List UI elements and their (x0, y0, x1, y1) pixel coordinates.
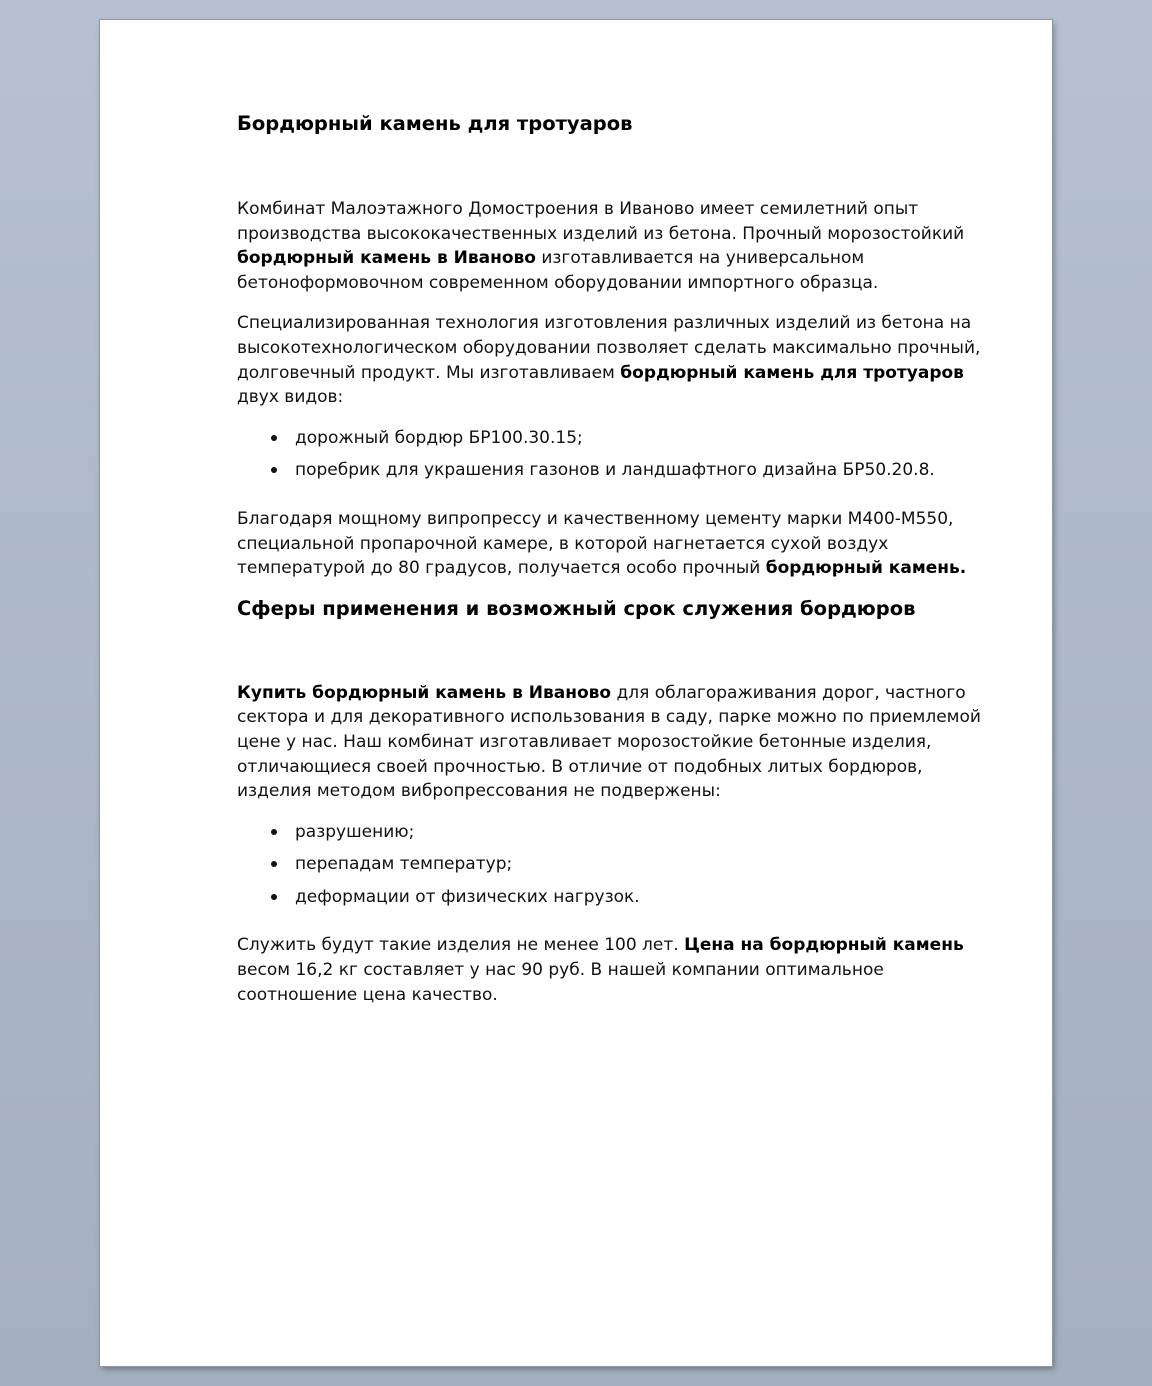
bullet-icon (271, 829, 277, 835)
paragraph-text: весом 16,2 кг составляет у нас 90 руб. В нашей компании оптимальное соотношение цена качество. (237, 960, 884, 1005)
paragraph-buy (237, 681, 997, 804)
section-heading: Сферы применения и возможный срок служения бордюров (237, 596, 916, 620)
bold-phrase: Купить бордюрный камень в Иваново (237, 682, 612, 703)
list-item-text: деформации от физических нагрузок. (295, 886, 640, 907)
bold-phrase: Цена на бордюрный камень (684, 935, 964, 956)
list-item-text: разрушению; (295, 821, 415, 842)
list-item-text: дорожный бордюр БР100.30.15; (295, 427, 583, 448)
paragraph-text: Специализированная технология изготовления различных изделий из бетона на высокотехнологическом оборудовании позволяет сделать максимально прочный, долговечный продукт. Мы изготавливаем (237, 313, 981, 383)
list-item (237, 458, 997, 483)
list-item (237, 820, 997, 845)
paragraph-intro (237, 197, 997, 295)
paragraph-text: для облагораживания дорог, частного сектора и для декоративного использования в саду, парке можно по приемлемой цене у нас. Наш комбинат изготавливает морозостойкие бетонные изделия, отличающиеся своей прочностью. В отличие от подобных литых бордюров, изделия методом вибропрессования не подвержены: (237, 682, 981, 802)
page-title: Бордюрный камень для тротуаров (237, 112, 633, 135)
product-types-list (237, 426, 997, 483)
bullet-icon (271, 861, 277, 867)
bullet-icon (271, 894, 277, 900)
document-body (237, 112, 997, 1023)
paragraph-production (237, 507, 997, 581)
list-item-text: поребрик для украшения газонов и ландшафтного дизайна БР50.20.8. (295, 460, 935, 481)
bullet-icon (271, 435, 277, 441)
paragraph-text: двух видов: (237, 387, 344, 408)
document-page (100, 20, 1052, 1366)
bold-phrase: бордюрный камень для тротуаров (620, 362, 964, 383)
bold-phrase: бордюрный камень в Иваново (237, 248, 536, 269)
paragraph-price (237, 933, 997, 1007)
list-item (237, 426, 997, 451)
list-item-text: перепадам температур; (295, 854, 513, 875)
list-item (237, 885, 997, 910)
paragraph-text: Благодаря мощному випропрессу и качественному цементу марки М400-М550, специальной пропарочной камере, в которой нагнетается сухой воздух температурой до 80 градусов, получается особо прочный (237, 508, 954, 579)
paragraph-text: изготавливается на универсальном бетоноформовочном современном оборудовании импортного образца. (237, 248, 879, 293)
paragraph-technology (237, 311, 997, 409)
resistance-list (237, 820, 997, 910)
paragraph-text: Служить будут такие изделия не менее 100 лет. (237, 935, 685, 956)
bullet-icon (271, 467, 277, 473)
list-item (237, 852, 997, 877)
paragraph-text: Комбинат Малоэтажного Домостроения в Иваново имеет семилетний опыт производства высококачественных изделий из бетона. Прочный морозостойкий (237, 199, 965, 244)
bold-phrase: бордюрный камень. (765, 558, 967, 579)
